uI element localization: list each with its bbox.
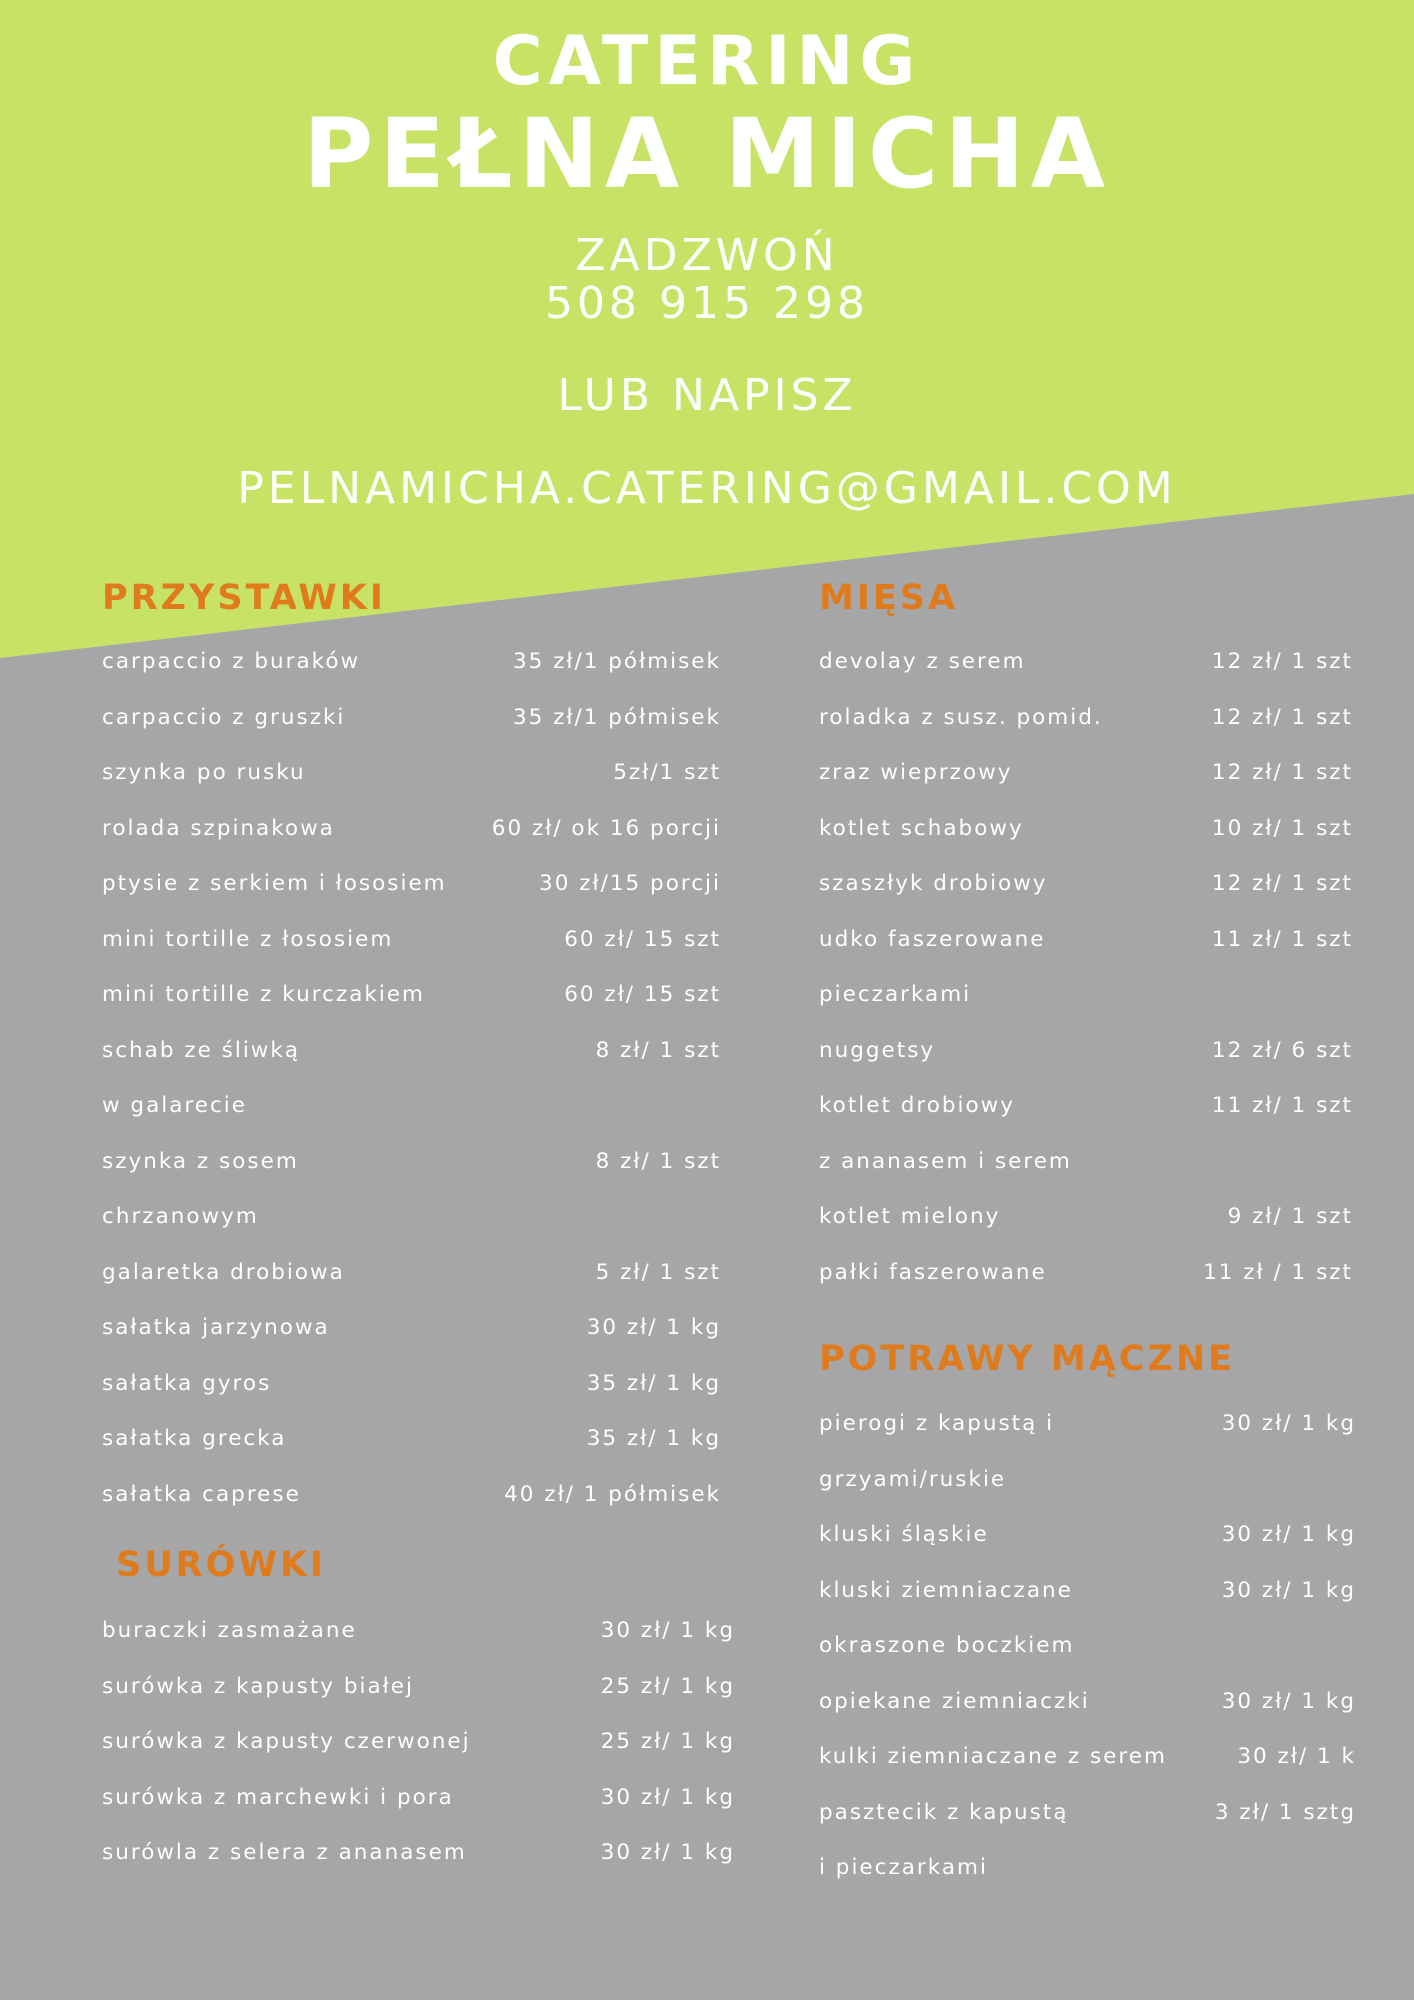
menu-item-price: 5 zł/ 1 szt xyxy=(595,1259,721,1285)
menu-item xyxy=(819,856,1353,912)
menu-item xyxy=(102,690,721,746)
menu-item-price: 12 zł/ 1 szt xyxy=(1211,760,1353,785)
menu-item xyxy=(102,1770,735,1826)
menu-item-price: 30 zł/15 porcji xyxy=(539,871,721,896)
email-address: PELNAMICHA.CATERING@GMAIL.COM xyxy=(237,463,1177,514)
menu-item xyxy=(819,1189,1353,1245)
menu-item-price: 9 zł/ 1 szt xyxy=(1227,1204,1353,1229)
menu-item-name: kotlet schabowy xyxy=(819,815,1024,841)
menu-item-price: 30 zł/ 1 kg xyxy=(1221,1577,1356,1603)
menu-item-price: 8 zł/ 1 szt xyxy=(595,1148,721,1174)
menu-item-price: 25 zł/ 1 kg xyxy=(600,1729,735,1754)
menu-item-name: carpaccio z gruszki xyxy=(102,704,346,730)
menu-item xyxy=(819,967,1353,1023)
menu-item xyxy=(819,801,1353,857)
menu-item xyxy=(819,1674,1356,1730)
menu-item-name: okraszone boczkiem xyxy=(819,1633,1075,1658)
menu-item-price: 60 zł/ 15 szt xyxy=(564,926,721,952)
menu-item-name: w galarecie xyxy=(102,1093,248,1118)
menu-item-name: mini tortille z łososiem xyxy=(102,926,394,952)
menu-item-price: 35 zł/ 1 kg xyxy=(586,1426,721,1451)
section-title-surowki: SURÓWKI xyxy=(116,1545,327,1585)
menu-item xyxy=(102,856,721,912)
menu-item-name: sałatka gyros xyxy=(102,1370,272,1396)
menu-item-name: roladka z susz. pomid. xyxy=(819,704,1103,730)
menu-item xyxy=(819,634,1353,690)
menu-item-price: 35 zł/1 półmisek xyxy=(512,704,721,730)
list-potrawy-maczne xyxy=(819,1396,1356,1896)
menu-item-price: 30 zł/ 1 kg xyxy=(600,1784,735,1810)
section-title-przystawki: PRZYSTAWKI xyxy=(102,578,386,618)
menu-item xyxy=(819,690,1353,746)
menu-item-price: 30 zł/ 1 kg xyxy=(600,1618,735,1643)
menu-item-name: udko faszerowane xyxy=(819,926,1046,952)
menu-item-name: szynka po rusku xyxy=(102,760,306,785)
menu-item-price: 5zł/1 szt xyxy=(613,760,721,785)
menu-item xyxy=(819,1618,1356,1674)
menu-item xyxy=(819,1507,1356,1563)
menu-item-name: galaretka drobiowa xyxy=(102,1259,345,1285)
menu-item-price: 12 zł/ 1 szt xyxy=(1211,704,1353,730)
menu-item xyxy=(102,912,721,968)
menu-item-name: kluski ziemniaczane xyxy=(819,1577,1073,1603)
write-label: LUB NAPISZ xyxy=(557,370,857,421)
menu-item xyxy=(819,912,1353,968)
section-title-miesa: MIĘSA xyxy=(819,578,959,618)
menu-item xyxy=(102,967,721,1023)
menu-item-name: pieczarkami xyxy=(819,982,972,1007)
menu-item-name: opiekane ziemniaczki xyxy=(819,1688,1090,1714)
menu-item-price: 12 zł/ 1 szt xyxy=(1211,649,1353,674)
list-miesa xyxy=(819,634,1353,1300)
menu-item-price: 40 zł/ 1 półmisek xyxy=(504,1481,721,1507)
menu-item xyxy=(819,745,1353,801)
menu-item-price: 3 zł/ 1 sztg xyxy=(1214,1799,1356,1825)
menu-item xyxy=(102,801,721,857)
menu-item-price: 35 zł/ 1 kg xyxy=(586,1370,721,1396)
menu-item-name: surówka z kapusty czerwonej xyxy=(102,1729,471,1754)
menu-item-name: buraczki zasmażane xyxy=(102,1618,357,1643)
menu-item-price: 11 zł/ 1 szt xyxy=(1211,926,1353,952)
menu-item-price: 10 zł/ 1 szt xyxy=(1211,815,1353,841)
menu-item-name: szaszłyk drobiowy xyxy=(819,871,1048,896)
menu-item xyxy=(102,1825,735,1881)
menu-item-name: devolay z serem xyxy=(819,649,1026,674)
menu-item-name: schab ze śliwką xyxy=(102,1037,301,1063)
menu-item-name: kluski śląskie xyxy=(819,1522,989,1547)
menu-item-price: 30 zł/ 1 kg xyxy=(1221,1522,1356,1547)
business-name: PEŁNA MICHA xyxy=(303,98,1111,210)
menu-item xyxy=(102,1411,721,1467)
menu-item xyxy=(819,1078,1353,1134)
menu-item-name: z ananasem i serem xyxy=(819,1148,1072,1174)
menu-item xyxy=(102,1603,735,1659)
header-catering-label: CATERING xyxy=(492,22,922,101)
menu-item xyxy=(819,1245,1353,1301)
menu-item-name: sałatka grecka xyxy=(102,1426,287,1451)
menu-item xyxy=(102,1467,721,1523)
menu-item-price: 30 zł/ 1 kg xyxy=(1221,1688,1356,1714)
menu-item xyxy=(102,1134,721,1190)
call-label: ZADZWOŃ xyxy=(575,230,839,281)
menu-item-price: 8 zł/ 1 szt xyxy=(595,1037,721,1063)
menu-item-name: pasztecik z kapustą xyxy=(819,1799,1069,1825)
menu-item xyxy=(102,1300,721,1356)
menu-item xyxy=(819,1396,1356,1452)
section-title-potrawy-maczne: POTRAWY MĄCZNE xyxy=(819,1339,1236,1379)
menu-item xyxy=(819,1785,1356,1841)
menu-item-price: 30 zł/ 1 kg xyxy=(600,1840,735,1865)
menu-item xyxy=(102,1714,735,1770)
menu-item-name: szynka z sosem xyxy=(102,1148,299,1174)
menu-item-name: pierogi z kapustą i xyxy=(819,1411,1055,1436)
menu-item-price: 60 zł/ ok 16 porcji xyxy=(491,815,721,841)
menu-item-name: pałki faszerowane xyxy=(819,1259,1047,1285)
menu-item-name: i pieczarkami xyxy=(819,1855,988,1880)
menu-item xyxy=(819,1563,1356,1619)
menu-item xyxy=(819,1023,1353,1079)
call-block xyxy=(0,232,1414,328)
menu-item-name: kotlet drobiowy xyxy=(819,1093,1015,1118)
menu-item-price: 35 zł/1 półmisek xyxy=(512,649,721,674)
menu-item-name: nuggetsy xyxy=(819,1037,936,1063)
list-surowki xyxy=(102,1603,735,1881)
menu-item-name: carpaccio z buraków xyxy=(102,649,361,674)
menu-item-price: 60 zł/ 15 szt xyxy=(564,982,721,1007)
menu-item-price: 30 zł/ 1 k xyxy=(1237,1744,1356,1769)
menu-item xyxy=(102,1356,721,1412)
menu-item-name: zraz wieprzowy xyxy=(819,760,1013,785)
menu-item-price: 30 zł/ 1 kg xyxy=(1221,1411,1356,1436)
menu-item-name: kotlet mielony xyxy=(819,1204,1001,1229)
menu-item-name: surówka z marchewki i pora xyxy=(102,1784,454,1810)
menu-item-name: sałatka caprese xyxy=(102,1481,301,1507)
menu-item-name: mini tortille z kurczakiem xyxy=(102,982,425,1007)
menu-item-name: surówka z kapusty białej xyxy=(102,1673,414,1699)
menu-item xyxy=(102,1245,721,1301)
menu-item-name: surówla z selera z ananasem xyxy=(102,1840,467,1865)
menu-item-name: chrzanowym xyxy=(102,1204,259,1229)
menu-item xyxy=(819,1452,1356,1508)
menu-item-name: grzyami/ruskie xyxy=(819,1466,1007,1492)
menu-item-name: ptysie z serkiem i łososiem xyxy=(102,871,447,896)
menu-item-price: 11 zł/ 1 szt xyxy=(1211,1093,1353,1118)
menu-item xyxy=(102,1189,721,1245)
menu-item-name: sałatka jarzynowa xyxy=(102,1315,330,1340)
menu-item-price: 30 zł/ 1 kg xyxy=(586,1315,721,1340)
menu-item-price: 11 zł / 1 szt xyxy=(1203,1259,1353,1285)
menu-item xyxy=(819,1134,1353,1190)
menu-item-name: rolada szpinakowa xyxy=(102,815,335,841)
menu-item xyxy=(102,1659,735,1715)
menu-item xyxy=(819,1729,1356,1785)
list-przystawki xyxy=(102,634,721,1522)
menu-item-price: 25 zł/ 1 kg xyxy=(600,1673,735,1699)
menu-item xyxy=(102,1078,721,1134)
menu-item xyxy=(102,745,721,801)
menu-item-price: 12 zł/ 6 szt xyxy=(1211,1037,1353,1063)
menu-item xyxy=(102,1023,721,1079)
menu-item-price: 12 zł/ 1 szt xyxy=(1211,871,1353,896)
phone-number: 508 915 298 xyxy=(545,278,869,329)
menu-item-name: kulki ziemniaczane z serem xyxy=(819,1744,1167,1769)
menu-item xyxy=(819,1840,1356,1896)
menu-item xyxy=(102,634,721,690)
